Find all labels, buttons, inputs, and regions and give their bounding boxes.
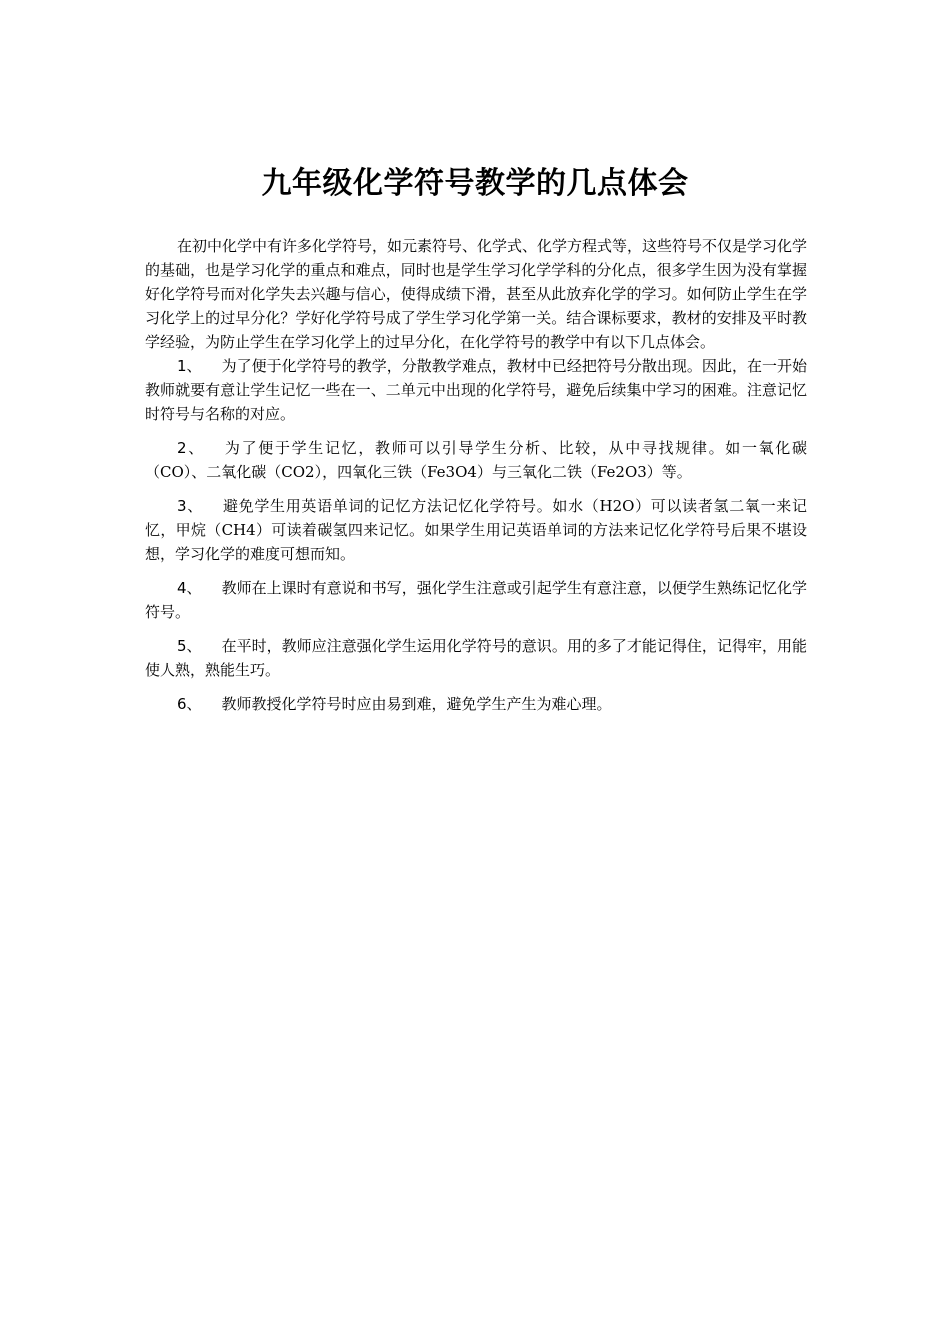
list-item-number: 1、 xyxy=(177,357,202,375)
list-item-number: 3、 xyxy=(177,497,203,515)
list-item-text: 教师教授化学符号时应由易到难，避免学生产生为难心理。 xyxy=(221,695,612,713)
list-item-number: 6、 xyxy=(177,695,202,713)
list-item-2 xyxy=(145,436,807,484)
document-title: 九年级化学符号教学的几点体会 xyxy=(261,166,689,201)
list-item-text: 避免学生用英语单词的记忆方法记忆化学符号。如水（H2O）可以读者氢二氧一来记忆，甲烷（CH4）可读着碳氢四来记忆。如果学生用记英语单词的方法来记忆化学符号后果不堪设想，学习化学的难度可想而知。 xyxy=(145,497,807,563)
list-item-4 xyxy=(145,576,807,624)
intro-paragraph: 在初中化学中有许多化学符号，如元素符号、化学式、化学方程式等，这些符号不仅是学习化学的基础，也是学习化学的重点和难点，同时也是学生学习化学学科的分化点，很多学生因为没有掌握好化学符号而对化学失去兴趣与信心，使得成绩下滑，甚至从此放弃化学的学习。如何防止学生在学习化学上的过早分化？学好化学符号成了学生学习化学第一关。结合课标要求，教材的安排及平时教学经验，为防止学生在学习化学上的过早分化，在化学符号的教学中有以下几点体会。 xyxy=(145,237,808,351)
list-item-5 xyxy=(145,634,807,682)
list-item-text: 为了便于化学符号的教学，分散教学难点，教材中已经把符号分散出现。因此，在一开始教师就要有意让学生记忆一些在一、二单元中出现的化学符号，避免后续集中学习的困难。注意记忆时符号与名称的对应。 xyxy=(145,357,807,423)
list-item-number: 4、 xyxy=(177,579,202,597)
list-item-text: 为了便于学生记忆，教师可以引导学生分析、比较，从中寻找规律。如一氧化碳（CO）、二氧化碳（CO2），四氧化三铁（Fe3O4）与三氧化二铁（Fe2O3）等。 xyxy=(145,439,807,481)
list-item-number: 2、 xyxy=(177,439,205,457)
list-item-text: 在平时，教师应注意强化学生运用化学符号的意识。用的多了才能记得住，记得牢，用能使人熟，熟能生巧。 xyxy=(145,637,807,679)
list-item-1 xyxy=(145,354,807,426)
list-item-number: 5、 xyxy=(177,637,202,655)
document-body xyxy=(145,234,807,716)
list-item-6 xyxy=(145,692,807,716)
list-item-3 xyxy=(145,494,807,566)
list-item-text: 教师在上课时有意说和书写，强化学生注意或引起学生有意注意，以便学生熟练记忆化学符号。 xyxy=(145,579,807,621)
